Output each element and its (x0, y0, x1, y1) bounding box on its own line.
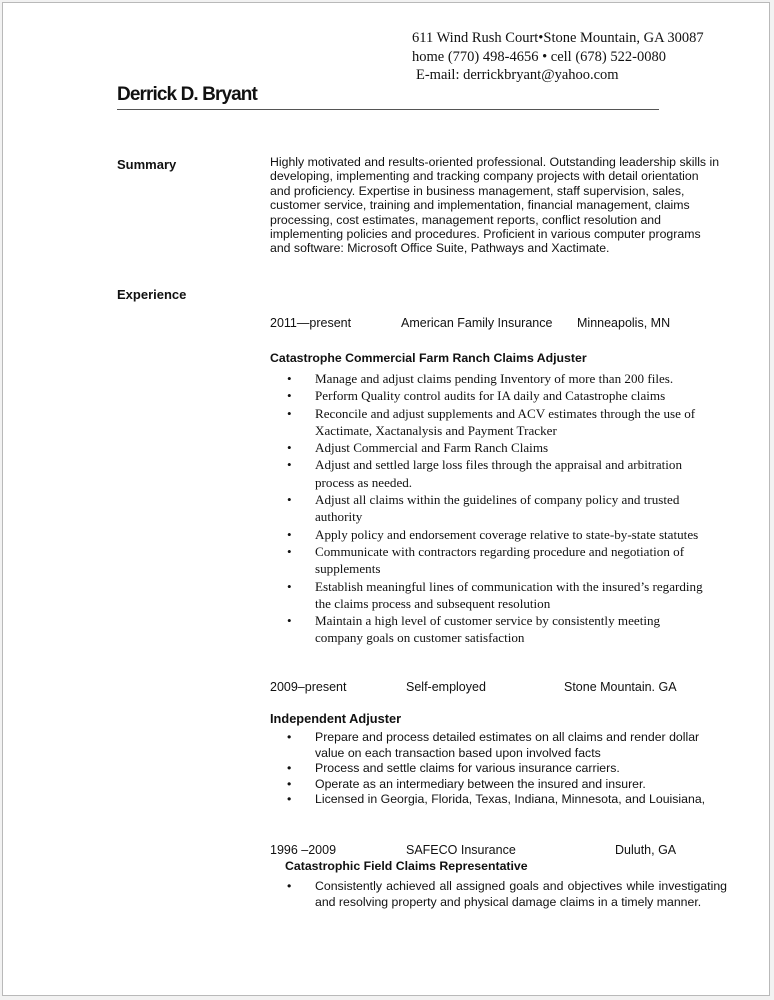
job-company: American Family Insurance (401, 316, 553, 330)
list-item: • Apply policy and endorsement coverage relative to state-by-state statutes (287, 526, 699, 542)
address-line: 611 Wind Rush Court•Stone Mountain, GA 30087 (412, 30, 704, 46)
job-dates: 1996 –2009 (270, 843, 337, 857)
job-title: Independent Adjuster (270, 711, 402, 726)
list-item: • Communicate with contractors regarding procedure and negotiation of supplements (287, 543, 685, 577)
experience-heading: Experience (117, 287, 187, 302)
candidate-name: Derrick D. Bryant (117, 84, 257, 105)
bullet-icon: • (287, 440, 292, 456)
job-title: Catastrophe Commercial Farm Ranch Claims Adjuster (270, 351, 587, 365)
email-line: E-mail: derrickbryant@yahoo.com (416, 67, 619, 83)
bullet-icon: • (287, 457, 292, 473)
bullet-icon: • (287, 578, 292, 594)
list-item: • Licensed in Georgia, Florida, Texas, Indiana, Minnesota, and Louisiana, (287, 792, 706, 807)
summary-line: developing, implementing and tracking company projects with detail orientation (270, 169, 699, 184)
job-duties-list (287, 730, 737, 808)
summary-line: processing, cost estimates, management reports, conflict resolution and (270, 212, 661, 227)
bullet-icon: • (287, 730, 292, 744)
bullet-icon: • (287, 526, 292, 542)
job-location: Stone Mountain. GA (564, 680, 677, 694)
bullet-icon: • (287, 405, 292, 421)
summary-line: Highly motivated and results-oriented professional. Outstanding leadership skills in (270, 155, 720, 169)
bullet-icon: • (287, 761, 292, 776)
job-dates: 2011—present (270, 316, 352, 330)
header-divider (117, 109, 659, 110)
job-location: Minneapolis, MN (577, 316, 671, 330)
job-company: Self-employed (406, 680, 486, 694)
list-item: • Establish meaningful lines of communication with the insured’s regarding the claims process and subsequent resolution (287, 578, 703, 611)
bullet-icon: • (287, 776, 292, 791)
summary-text (270, 155, 740, 256)
list-item: • Consistently achieved all assigned goals and objectives while investigating and resolving property and physical damage claims in a timely manner. (287, 879, 727, 909)
bullet-icon: • (287, 879, 292, 893)
summary-line: implementing policies and procedures. Proficient in various computer programs (270, 227, 701, 242)
list-item: • Adjust all claims within the guidelines of company policy and trusted authority (287, 492, 680, 525)
bullet-icon: • (287, 792, 292, 807)
list-item: • Prepare and process detailed estimates on all claims and render dollar value on each transaction based upon involved facts (287, 730, 700, 760)
job-title: Catastrophic Field Claims Representative (285, 859, 528, 873)
list-item: • Reconcile and adjust supplements and ACV estimates through the use of Xactimate, Xactanalysis and Payment Tracker (287, 405, 696, 438)
list-item: • Process and settle claims for various insurance carriers. (287, 761, 620, 776)
bullet-icon: • (287, 371, 292, 386)
list-item: • Adjust and settled large loss files through the appraisal and arbitration process as needed. (287, 457, 683, 490)
list-item: • Maintain a high level of customer service by consistently meeting company goals on customer satisfaction (287, 613, 661, 646)
bullet-icon: • (287, 388, 292, 404)
summary-line: and proficiency. Expertise in business management, staff supervision, sales, (270, 183, 685, 198)
resume-page (2, 2, 770, 996)
job-duties-list (287, 370, 737, 647)
job-company: SAFECO Insurance (406, 843, 516, 857)
job-duties-list (287, 879, 727, 910)
summary-line: customer service, training and implementation, financial management, claims (270, 198, 690, 213)
bullet-icon: • (287, 492, 292, 508)
list-item: • Perform Quality control audits for IA daily and Catastrophe claims (287, 388, 666, 404)
summary-heading: Summary (117, 157, 177, 172)
bullet-icon: • (287, 613, 292, 629)
summary-line: and software: Microsoft Office Suite, Pathways and Xactimate. (270, 241, 610, 256)
bullet-icon: • (287, 543, 292, 559)
list-item: • Manage and adjust claims pending Inventory of more than 200 files. (287, 371, 674, 386)
job-location: Duluth, GA (615, 843, 677, 857)
list-item: • Operate as an intermediary between the insured and insurer. (287, 776, 646, 791)
phone-line: home (770) 498-4656 • cell (678) 522-0080 (412, 49, 666, 65)
job-dates: 2009–present (270, 680, 347, 694)
list-item: • Adjust Commercial and Farm Ranch Claims (287, 440, 549, 456)
